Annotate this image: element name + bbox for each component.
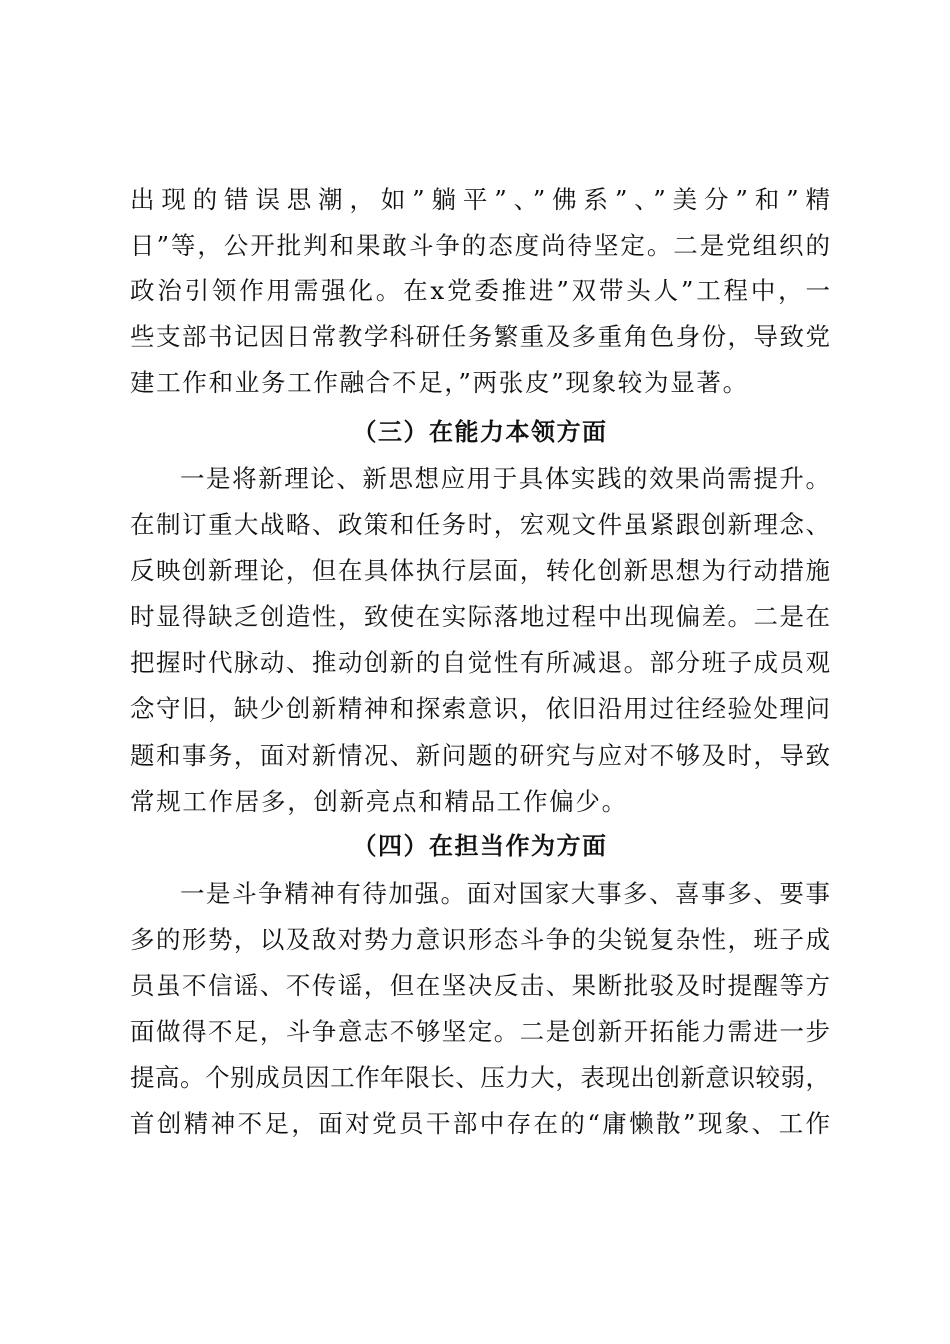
body-text-line: 面做得不足，斗争意志不够坚定。二是创新开拓能力需进一步 — [130, 1017, 830, 1046]
body-text-line: 提高。个别成员因工作年限长、压力大，表现出创新意识较弱， — [130, 1063, 830, 1092]
body-text-line: 常规工作居多，创新亮点和精品工作偏少。 — [130, 787, 628, 816]
body-text-line: 多的形势，以及敌对势力意识形态斗争的尖锐复杂性，班子成 — [130, 925, 830, 954]
body-text-line: 政治引领作用需强化。在x党委推进”双带头人”工程中，一 — [130, 276, 830, 305]
body-text-line: 出现的错误思潮，如”躺平”、”佛系”、”美分”和”精 — [130, 185, 830, 214]
paragraph-first-line: 一是斗争精神有待加强。面对国家大事多、喜事多、要事 — [180, 879, 830, 908]
body-text-line: 建工作和业务工作融合不足，”两张皮”现象较为显著。 — [130, 368, 749, 397]
section-heading: （三）在能力本领方面 — [352, 417, 608, 446]
body-text-line: 首创精神不足，面对党员干部中存在的“庸懒散”现象、工作 — [130, 1109, 830, 1138]
body-text-line: 些支部书记因日常教学科研任务繁重及多重角色身份，导致党 — [130, 322, 830, 351]
section-heading: （四）在担当作为方面 — [352, 831, 608, 860]
body-text-line: 在制订重大战略、政策和任务时，宏观文件虽紧跟创新理念、 — [130, 510, 830, 539]
body-text-line: 时显得缺乏创造性，致使在实际落地过程中出现偏差。二是在 — [130, 602, 830, 631]
body-text-line: 日”等，公开批判和果敢斗争的态度尚待坚定。二是党组织的 — [130, 231, 830, 260]
body-text-line: 反映创新理论，但在具体执行层面，转化创新思想为行动措施 — [130, 556, 830, 585]
body-text-line: 把握时代脉动、推动创新的自觉性有所减退。部分班子成员观 — [130, 648, 830, 677]
body-text-line: 念守旧，缺少创新精神和探索意识，依旧沿用过往经验处理问 — [130, 694, 830, 723]
body-text-line: 员虽不信谣、不传谣，但在坚决反击、果断批驳及时提醒等方 — [130, 971, 830, 1000]
body-text-line: 题和事务，面对新情况、新问题的研究与应对不够及时，导致 — [130, 741, 830, 770]
paragraph-first-line: 一是将新理论、新思想应用于具体实践的效果尚需提升。 — [180, 464, 830, 493]
